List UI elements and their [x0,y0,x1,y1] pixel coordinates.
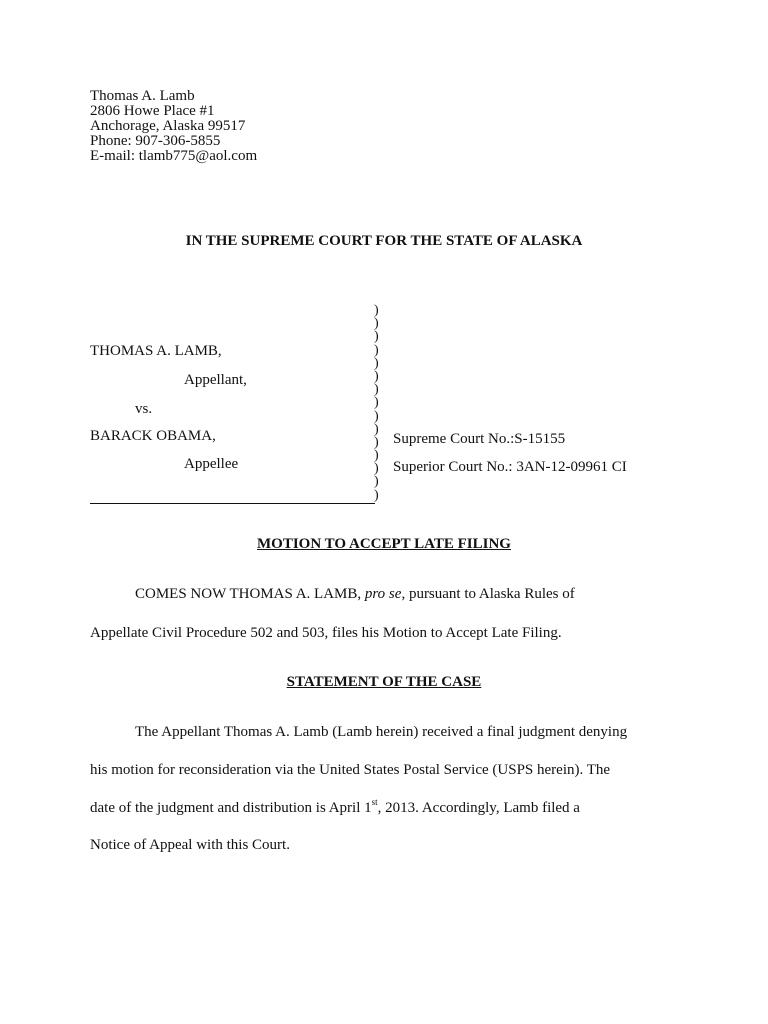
caption-paren: ) [374,303,379,318]
motion-title: MOTION TO ACCEPT LATE FILING [257,536,511,552]
caption-paren: ) [374,355,379,371]
statement-line-3 [90,797,580,817]
supreme-court-case-number: Supreme Court No.:S-15155 [393,431,566,447]
caption-paren: ) [374,382,379,398]
court-title: IN THE SUPREME COURT FOR THE STATE OF ALASKA [185,233,583,249]
pro-se-italic: pro se [364,586,402,602]
attorney-name: Thomas A. Lamb [90,88,195,104]
attorney-email: E-mail: tlamb775@aol.com [90,148,258,164]
caption-paren: ) [374,329,379,345]
intro-line-1 [135,586,575,603]
caption-paren: ) [374,487,379,503]
caption-paren-column [374,304,379,502]
caption-paren: ) [374,448,379,464]
appellee-name: BARACK OBAMA, [90,428,216,444]
attorney-phone: Phone: 907-306-5855 [90,133,221,149]
attorney-city: Anchorage, Alaska 99517 [90,118,246,134]
caption-paren: ) [374,474,379,490]
statement-line-2: his motion for reconsideration via the United States Postal Service (USPS herein). The [90,762,611,778]
statement-heading: STATEMENT OF THE CASE [286,674,482,690]
caption-paren: ) [374,461,379,477]
superior-court-case-number: Superior Court No.: 3AN-12-09961 CI [393,459,627,475]
appellee-role: Appellee [184,456,239,472]
intro-line-1-prefix: COMES NOW THOMAS A. LAMB, [135,586,365,602]
caption-paren: ) [374,421,379,437]
intro-line-1-suffix: , pursuant to Alaska Rules of [401,586,575,602]
ordinal-suffix: st [371,797,378,807]
caption-paren: ) [374,368,379,384]
appellant-name: THOMAS A. LAMB, [90,343,222,359]
caption-paren: ) [374,434,379,450]
caption-paren: ) [374,395,379,411]
attorney-address-block [90,89,257,164]
versus-label: vs. [135,401,153,417]
appellant-role: Appellant, [184,372,247,388]
statement-line-4: Notice of Appeal with this Court. [90,837,290,853]
statement-line-3-prefix: date of the judgment and distribution is April 1 [90,800,372,816]
caption-paren: ) [374,342,379,358]
caption-paren: ) [374,316,379,332]
attorney-street: 2806 Howe Place #1 [90,103,215,119]
statement-line-3-suffix: , 2013. Accordingly, Lamb filed a [377,800,580,816]
intro-line-2: Appellate Civil Procedure 502 and 503, files his Motion to Accept Late Filing. [90,625,562,641]
statement-line-1: The Appellant Thomas A. Lamb (Lamb herein) received a final judgment denying [135,724,628,740]
caption-paren: ) [374,408,379,424]
caption-divider-line [90,503,375,504]
